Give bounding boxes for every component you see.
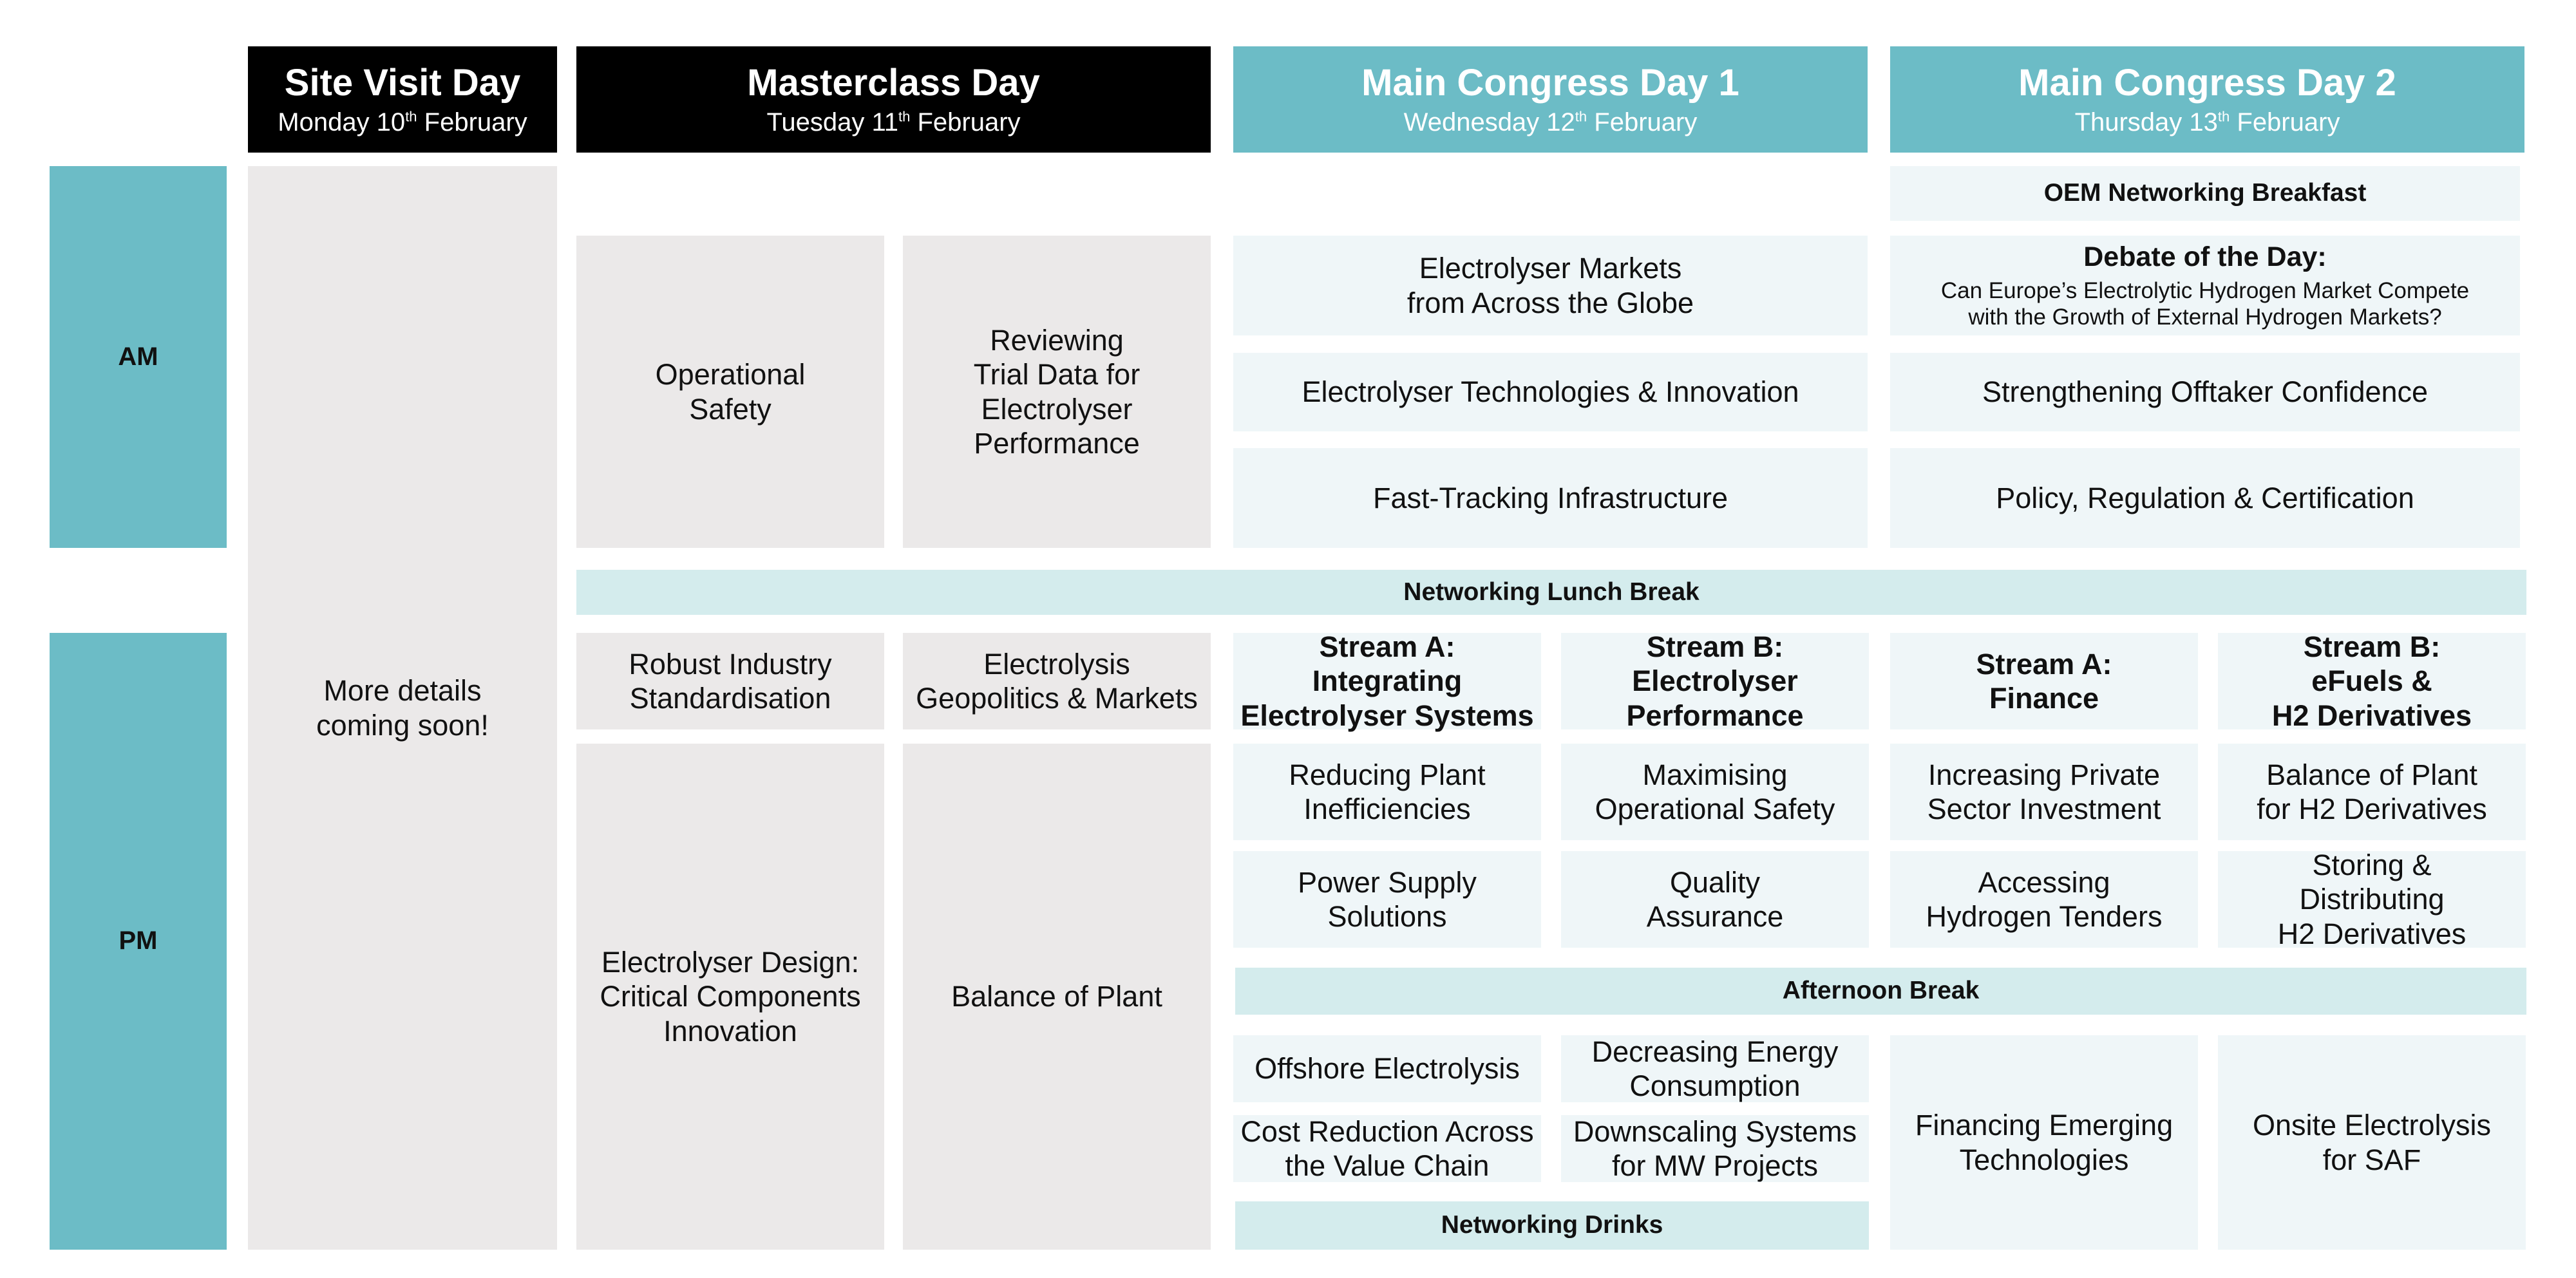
session-text: Accessing Hydrogen Tenders [1926,865,2163,933]
session-increasing-private-sector-investment [1890,744,2198,840]
session-text: Reducing Plant Inefficiencies [1289,758,1486,825]
band-text: Networking Lunch Break [1403,578,1700,606]
header-title: Masterclass Day [747,61,1040,104]
session-text: Strengthening Offtaker Confidence [1982,375,2429,409]
session-text: Electrolysis Geopolitics & Markets [916,647,1198,715]
session-text: Electrolyser Technologies & Innovation [1302,375,1799,409]
session-text: Quality Assurance [1646,865,1784,933]
session-text: Electrolyser Markets from Across the Globe [1406,252,1694,319]
header-date: Thursday 13th February [2074,108,2340,137]
session-balance-of-plant [903,744,1211,1250]
stream-a-finance [1890,633,2198,729]
session-text: Reviewing Trial Data for Electrolyser Performance [973,324,1141,460]
session-storing-distributing-h2-derivatives [2218,851,2526,948]
session-text: Onsite Electrolysis for SAF [2252,1109,2492,1176]
header-title: Main Congress Day 1 [1361,61,1739,104]
session-downscaling-systems [1561,1115,1869,1182]
am-label: AM [50,166,227,548]
session-debate-of-the-day [1890,236,2520,335]
session-balance-of-plant-h2-derivatives [2218,744,2526,840]
session-electrolyser-markets [1233,236,1868,335]
session-power-supply-solutions [1233,851,1541,948]
session-quality-assurance [1561,851,1869,948]
session-oem-networking-breakfast [1890,166,2520,221]
header-date: Tuesday 11th February [766,108,1021,137]
stream-title: Stream B: Electrolyser Performance [1626,630,1804,732]
session-text: Robust Industry Standardisation [629,647,832,715]
stream-a-integrating-electrolyser-systems [1233,630,1541,732]
stream-title: Stream A: Integrating Electrolyser Systems [1240,630,1534,732]
session-text: Fast-Tracking Infrastructure [1373,481,1728,514]
session-text: Policy, Regulation & Certification [1996,481,2414,514]
header-date: Monday 10th February [278,108,527,137]
session-policy-regulation-certification [1890,448,2520,548]
session-text: Storing & Distributing H2 Derivatives [2277,849,2467,950]
networking-drinks [1235,1201,1869,1250]
networking-lunch-break [576,570,2526,615]
session-text: Increasing Private Sector Investment [1927,758,2161,825]
session-text: Downscaling Systems for MW Projects [1573,1114,1857,1182]
session-text: Offshore Electrolysis [1255,1052,1520,1085]
header-date: Wednesday 12th February [1403,108,1698,137]
session-text: Balance of Plant for H2 Derivatives [2257,758,2487,825]
session-electrolyser-design [576,744,884,1250]
session-maximising-operational-safety [1561,744,1869,840]
stream-b-efuels-h2-derivatives [2218,630,2526,732]
session-electrolyser-technologies [1233,353,1868,431]
session-robust-industry-standardisation [576,633,884,729]
header-title: Main Congress Day 2 [2018,61,2396,104]
stream-title: Stream B: eFuels & H2 Derivatives [2271,630,2472,732]
session-accessing-hydrogen-tenders [1890,851,2198,948]
session-fast-tracking-infrastructure [1233,448,1868,548]
session-text: Cost Reduction Across the Value Chain [1240,1114,1534,1182]
session-strengthening-offtaker-confidence [1890,353,2520,431]
session-text: Electrolyser Design: Critical Components Innovation [600,946,861,1048]
site-visit-details [248,166,557,1250]
stream-title: Stream A: Finance [1976,647,2112,715]
session-text: Maximising Operational Safety [1595,758,1835,825]
session-text: Decreasing Energy Consumption [1591,1035,1839,1102]
session-decreasing-energy-consumption [1561,1035,1869,1102]
session-offshore-electrolysis [1233,1035,1541,1102]
header-masterclass-day [576,46,1211,153]
debate-question: Can Europe’s Electrolytic Hydrogen Market Compete with the Growth of External Hydrogen Markets? [1940,277,2470,330]
session-financing-emerging-technologies [1890,1035,2198,1250]
session-text: Financing Emerging Technologies [1915,1109,2174,1176]
debate-title: Debate of the Day: [2083,241,2327,272]
session-text: Balance of Plant [951,980,1162,1013]
header-site-visit-day [248,46,557,153]
header-title: Site Visit Day [284,61,521,104]
session-operational-safety [576,236,884,548]
session-reducing-plant-inefficiencies [1233,744,1541,840]
session-onsite-electrolysis-saf [2218,1035,2526,1250]
band-text: Networking Drinks [1441,1211,1663,1239]
afternoon-break [1235,968,2526,1015]
session-text: Operational Safety [655,358,806,426]
session-reviewing-trial-data [903,236,1211,548]
session-electrolysis-geopolitics [903,633,1211,729]
session-cost-reduction-value-chain [1233,1115,1541,1182]
session-text: OEM Networking Breakfast [2043,179,2367,207]
stream-b-electrolyser-performance [1561,630,1869,732]
band-text: Afternoon Break [1782,977,1980,1005]
site-visit-details-text: More details coming soon! [316,674,489,742]
pm-label: PM [50,633,227,1250]
header-main-congress-day-2 [1890,46,2524,153]
session-text: Power Supply Solutions [1298,865,1477,933]
header-main-congress-day-1 [1233,46,1868,153]
